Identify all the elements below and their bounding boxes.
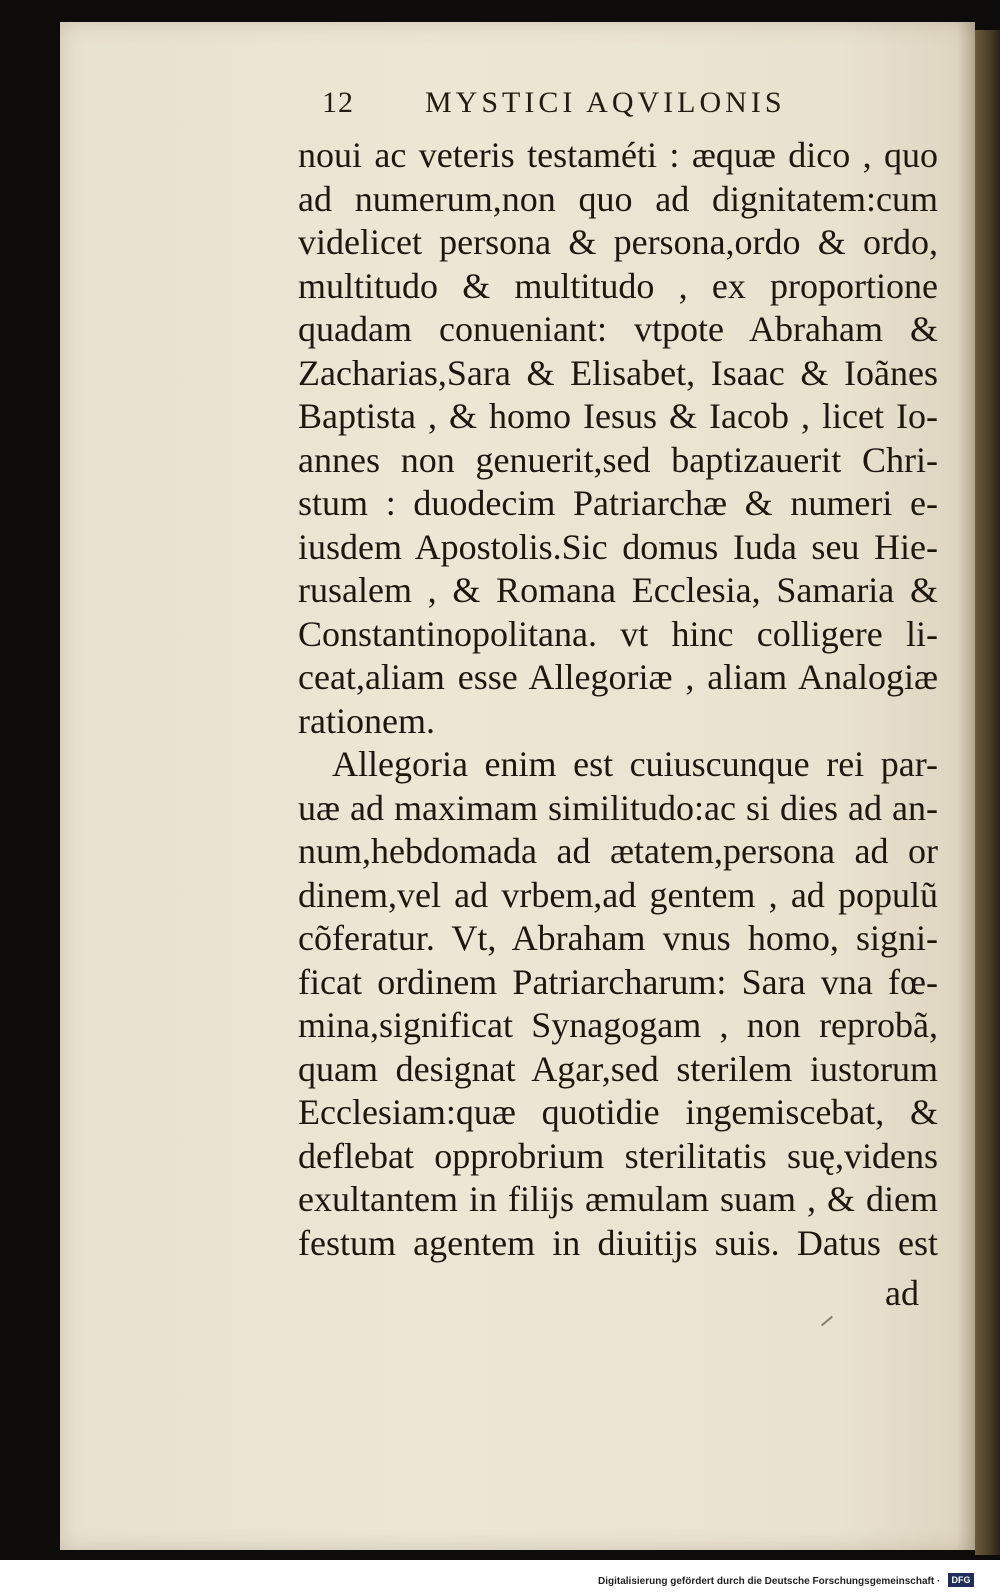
text-line: Zacharias,Sara & Elisabet, Isaac & Ioãnes bbox=[298, 352, 938, 393]
text-line: videlicet persona & persona,ordo & ordo, bbox=[298, 222, 938, 262]
text-line: rusalem , & Romana Ecclesia, Samaria & bbox=[298, 570, 938, 610]
text-line: Allegoria enim est cuiuscunque rei par- bbox=[332, 744, 938, 784]
text-line: num,hebdomada ad ætatem,persona ad or bbox=[298, 831, 938, 871]
page-shadow-edge bbox=[957, 22, 975, 1550]
text-block bbox=[298, 134, 938, 1265]
text-line: rationem. bbox=[298, 700, 435, 741]
binding-edge bbox=[975, 30, 1000, 1555]
text-line: Constantinopolitana. vt hinc colligere li- bbox=[298, 613, 938, 654]
text-line: quadam conueniant: vtpote Abraham & bbox=[298, 309, 938, 349]
text-line: exultantem in filijs æmulam suam , & diem bbox=[298, 1179, 938, 1219]
text-line: annes non genuerit,sed baptizauerit Chri- bbox=[298, 439, 938, 480]
text-line: Baptista , & homo Iesus & Iacob , licet Io- bbox=[298, 396, 938, 436]
text-line: stum : duodecim Patriarchæ & numeri e- bbox=[298, 483, 938, 523]
dfg-logo-icon: DFG bbox=[948, 1573, 974, 1587]
text-line: iusdem Apostolis.Sic domus Iuda seu Hie- bbox=[298, 526, 938, 567]
text-line: Ecclesiam:quæ quotidie ingemiscebat, & bbox=[298, 1092, 938, 1132]
text-line: ficat ordinem Patriarcharum: Sara vna fœ- bbox=[298, 961, 938, 1002]
text-line: dinem,vel ad vrbem,ad gentem , ad populũ bbox=[298, 874, 938, 915]
text-line: multitudo & multitudo , ex proportione bbox=[298, 265, 938, 306]
running-title: MYSTICI AQVILONIS bbox=[425, 86, 786, 119]
text-line: ceat,aliam esse Allegoriæ , aliam Analogiæ bbox=[298, 657, 938, 697]
page-number: 12 bbox=[322, 86, 354, 119]
text-line: mina,significat Synagogam , non reprobã, bbox=[298, 1005, 938, 1045]
text-line: noui ac veteris testaméti : æquæ dico , quo bbox=[298, 135, 938, 175]
text-line: festum agentem in diuitijs suis. Datus est bbox=[298, 1222, 938, 1263]
text-line: quam designat Agar,sed sterilem iustorum bbox=[298, 1048, 938, 1089]
text-line: cõferatur. Vt, Abraham vnus homo, signi- bbox=[298, 918, 938, 958]
digitization-credit: Digitalisierung gefördert durch die Deutsche Forschungsgemeinschaft · bbox=[598, 1576, 941, 1587]
text-line: deflebat opprobrium sterilitatis suę,videns bbox=[298, 1135, 938, 1176]
running-head bbox=[322, 86, 922, 126]
text-line: ad numerum,non quo ad dignitatem:cum bbox=[298, 178, 938, 219]
text-line: uæ ad maximam similitudo:ac si dies ad an- bbox=[298, 787, 938, 828]
catchword: ad bbox=[885, 1273, 919, 1313]
